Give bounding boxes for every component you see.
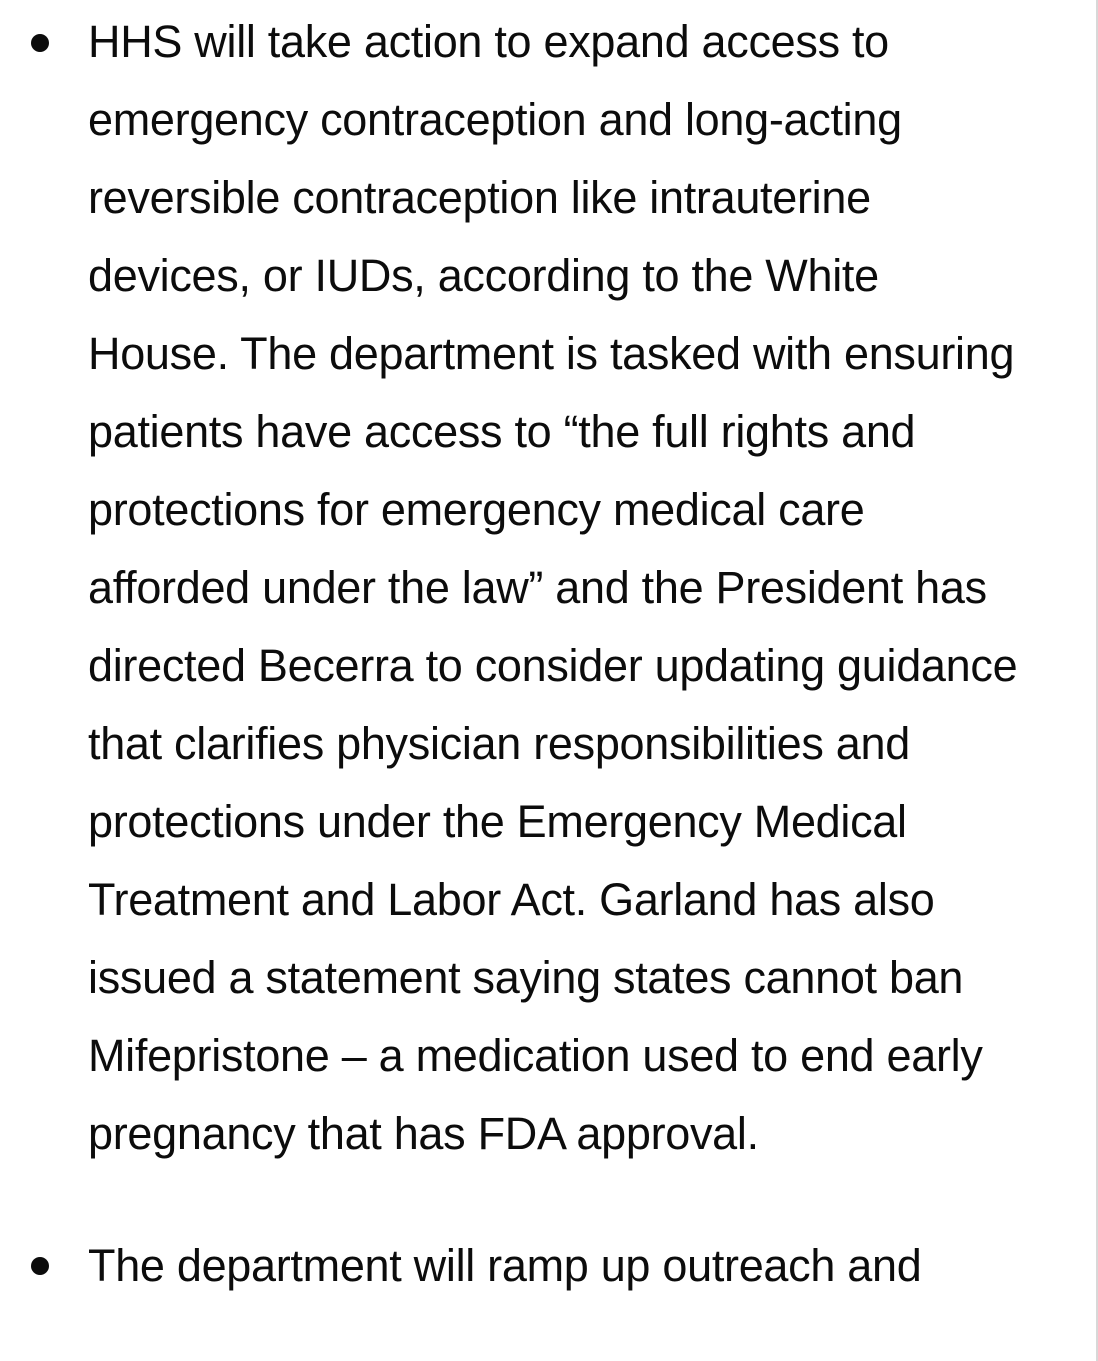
- bullet-dot-icon: [31, 34, 49, 52]
- bullet-text: HHS will take action to expand access to emergency contraception and long-acting reversible contraception like intrauterine devices, or IUDs, according to the White House. The department is tasked with ensuring patients have access to “the full rights and protections for emergency medical care afforded under the law” and the President has directed Becerra to consider updating guidance that clarifies physician responsibilities and protections under the Emergency Medical Treatment and Labor Act. Garland has also issued a statement saying states cannot ban Mifepristone – a medication used to end early pregnancy that has FDA approval.: [88, 16, 1018, 1159]
- bullet-dot-icon: [31, 1257, 49, 1275]
- bullet-text: The department will ramp up outreach and: [88, 1240, 922, 1291]
- list-item: [0, 1227, 1060, 1305]
